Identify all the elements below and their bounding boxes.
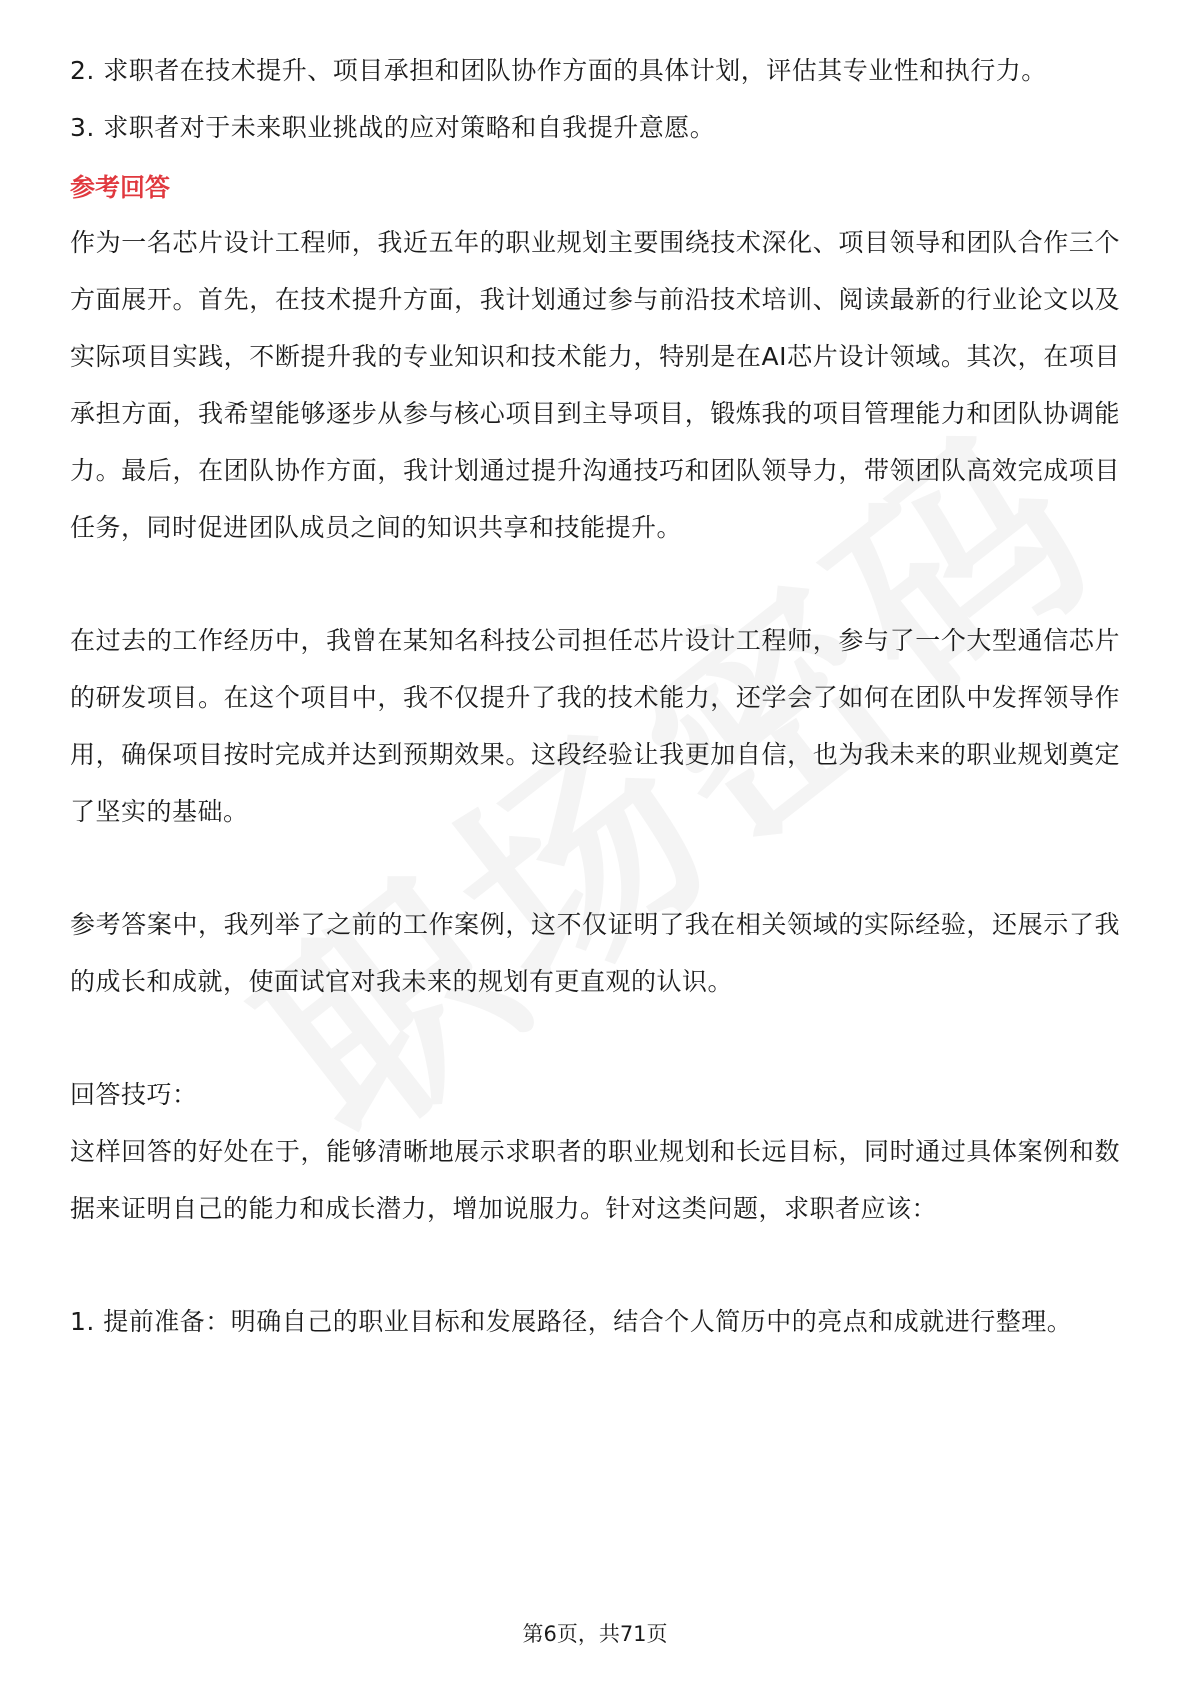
tips-list-item-1: 1. 提前准备：明确自己的职业目标和发展路径，结合个人简历中的亮点和成就进行整理。: [70, 1307, 1073, 1336]
list-item-top-2: 2. 求职者在技术提升、项目承担和团队协作方面的具体计划，评估其专业性和执行力。: [70, 56, 1047, 85]
page-number-footer: 第6页，共71页: [522, 1622, 668, 1646]
tips-heading: 回答技巧：: [70, 1080, 198, 1109]
paragraph-spacer: [70, 840, 1120, 896]
answer-paragraph-3: 参考答案中，我列举了之前的工作案例，这不仅证明了我在相关领域的实际经验，还展示了我的成长和成就，使面试官对我未来的规划有更直观的认识。: [70, 910, 1120, 996]
answer-paragraph-2: 在过去的工作经历中，我曾在某知名科技公司担任芯片设计工程师，参与了一个大型通信芯片的研发项目。在这个项目中，我不仅提升了我的技术能力，还学会了如何在团队中发挥领导作用，确保项目按时完成并达到预期效果。这段经验让我更加自信，也为我未来的职业规划奠定了坚实的基础。: [70, 626, 1120, 826]
paragraph-spacer: [70, 556, 1120, 612]
paragraph-spacer: [70, 1010, 1120, 1066]
answer-paragraph-1: 作为一名芯片设计工程师，我近五年的职业规划主要围绕技术深化、项目领导和团队合作三个方面展开。首先，在技术提升方面，我计划通过参与前沿技术培训、阅读最新的行业论文以及实际项目实践，不断提升我的专业知识和技术能力，特别是在AI芯片设计领域。其次，在项目承担方面，我希望能够逐步从参与核心项目到主导项目，锻炼我的项目管理能力和团队协调能力。最后，在团队协作方面，我计划通过提升沟通技巧和团队领导力，带领团队高效完成项目任务，同时促进团队成员之间的知识共享和技能提升。: [70, 228, 1120, 542]
paragraph-spacer: [70, 1237, 1120, 1293]
answer-heading: 参考回答: [70, 173, 171, 202]
list-item-top-3: 3. 求职者对于未来职业挑战的应对策略和自我提升意愿。: [70, 113, 716, 142]
tips-paragraph: 这样回答的好处在于，能够清晰地展示求职者的职业规划和长远目标，同时通过具体案例和数据来证明自己的能力和成长潜力，增加说服力。针对这类问题，求职者应该：: [70, 1137, 1120, 1223]
page-content: [70, 42, 1120, 1350]
